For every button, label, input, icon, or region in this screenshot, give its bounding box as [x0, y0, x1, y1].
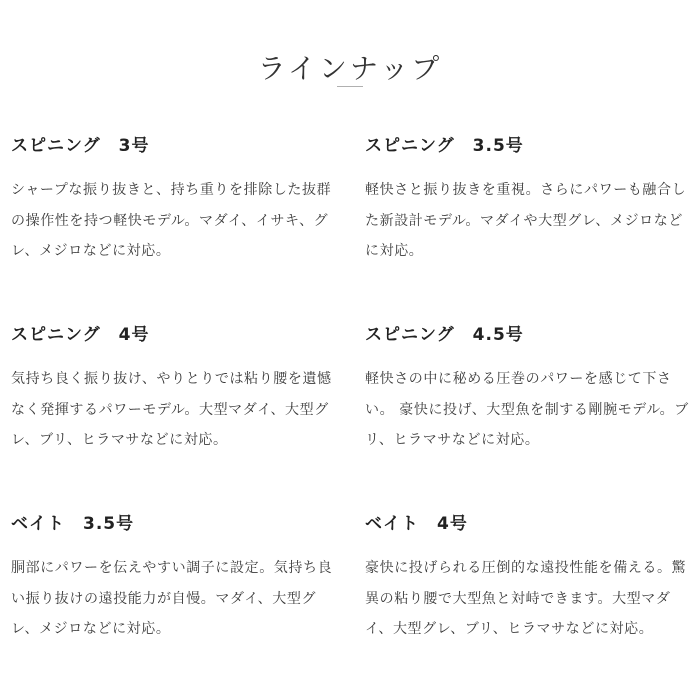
- lineup-item-description: 胴部にパワーを伝えやすい調子に設定。気持ち良い振り抜けの遠投能力が自慢。マダイ、大型グレ、メジロなどに対応。: [11, 560, 333, 637]
- title-divider: [337, 86, 363, 87]
- lineup-item-name: スピニング 4.5号: [365, 325, 524, 345]
- lineup-item-description: 気持ち良く振り抜け、やりとりでは粘り腰を遺憾なく発揮するパワーモデル。大型マダイ、大型グレ、ブリ、ヒラマサなどに対応。: [11, 371, 332, 448]
- lineup-item-name: ベイト 3.5号: [11, 514, 135, 534]
- lineup-item-name: スピニング 3.5号: [365, 136, 524, 156]
- lineup-item-name: ベイト 4号: [365, 514, 468, 534]
- lineup-item-bait-4: [365, 512, 695, 645]
- lineup-item-description: 豪快に投げられる圧倒的な遠投性能を備える。驚異の粘り腰で大型魚と対峙できます。大型マダイ、大型グレ、ブリ、ヒラマサなどに対応。: [365, 560, 687, 637]
- lineup-item-spinning-4-5: [365, 323, 695, 456]
- lineup-item-spinning-3: [11, 134, 341, 267]
- lineup-item-description: 軽快さの中に秘める圧巻のパワーを感じて下さい。 豪快に投げ、大型魚を制する剛腕モデル。ブリ、ヒラマサなどに対応。: [365, 371, 689, 448]
- lineup-item-description: 軽快さと振り抜きを重視。さらにパワーも融合した新設計モデル。マダイや大型グレ、メジロなどに対応。: [365, 182, 687, 259]
- lineup-item-description: シャープな振り抜きと、持ち重りを排除した抜群の操作性を持つ軽快モデル。マダイ、イサキ、グレ、メジロなどに対応。: [11, 182, 332, 259]
- page-title: ラインナップ: [257, 51, 443, 85]
- lineup-item-bait-3-5: [11, 512, 341, 645]
- lineup-item-name: スピニング 4号: [11, 325, 150, 345]
- lineup-item-spinning-4: [11, 323, 341, 456]
- lineup-item-name: スピニング 3号: [11, 136, 150, 156]
- lineup-item-spinning-3-5: [365, 134, 695, 267]
